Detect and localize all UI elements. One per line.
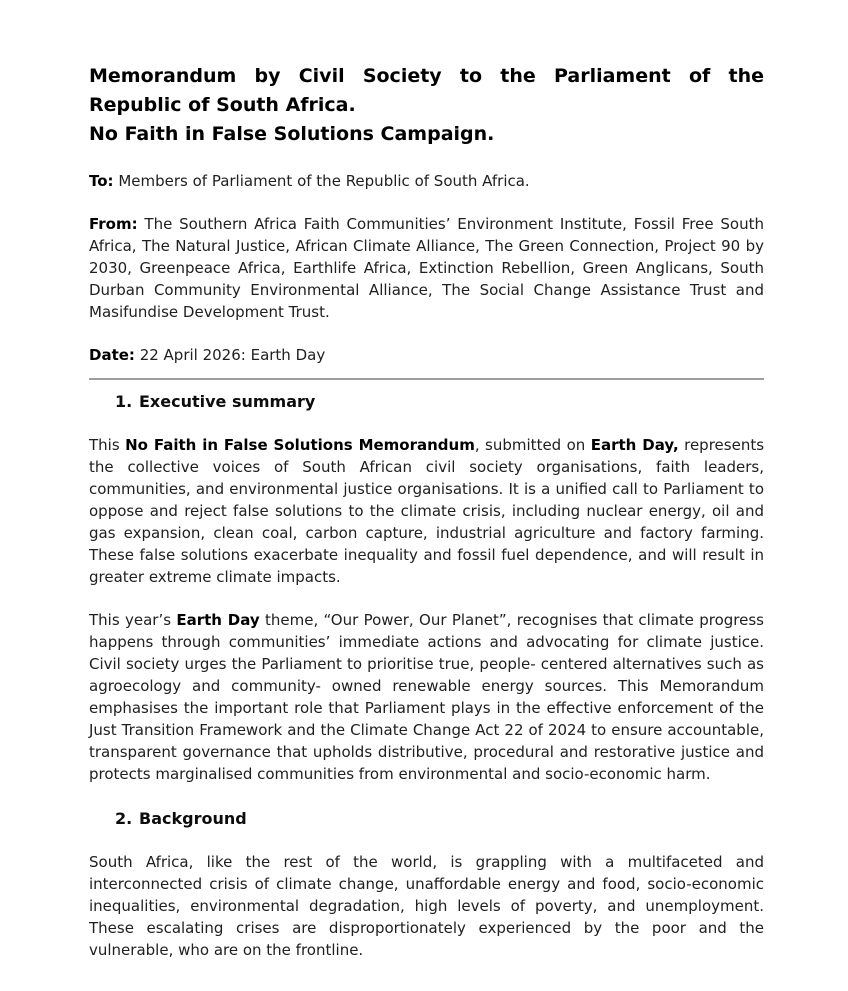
title-line-2: Republic of South Africa.	[89, 94, 356, 116]
section-number: 1.	[115, 392, 133, 411]
section-number: 2.	[115, 809, 133, 828]
paragraph-executive-summary-2: This year’s Earth Day theme, “Our Power, Our Planet”, recognises that climate progress happens through communities’ immediate actions and advocating for climate justice. Civil society urges the Parliament to prioritise true, people- centered alternatives such as agroecology and community- owned renewable energy sources. This Memorandum emphasises the important role that Parliament plays in the effective enforcement of the Just Transition Framework and the Climate Change Act 22 of 2024 to ensure accountable, transparent governance that upholds distributive, procedural and restorative justice and protects marginalised communities from environmental and socio-economic harm.	[89, 611, 764, 783]
section-heading-background	[89, 808, 764, 830]
section-divider	[89, 378, 764, 380]
section-heading-label: Executive summary	[139, 392, 316, 411]
section-heading-label: Background	[139, 809, 247, 828]
document-title	[89, 62, 764, 149]
to-line: To: Members of Parliament of the Republic of South Africa.	[89, 172, 530, 190]
section-heading-executive-summary	[89, 391, 764, 413]
from-line: From: The Southern Africa Faith Communities’ Environment Institute, Fossil Free South Africa, The Natural Justice, African Climate Alliance, The Green Connection, Project 90 by 2030, Greenpeace Africa, Earthlife Africa, Extinction Rebellion, Green Anglicans, South Durban Community Environmental Alliance, The Social Change Assistance Trust and Masifundise Development Trust.	[89, 215, 764, 321]
title-line-3: No Faith in False Solutions Campaign.	[89, 123, 495, 145]
paragraph-executive-summary-1: This No Faith in False Solutions Memorandum, submitted on Earth Day, represents the collective voices of South African civil society organisations, faith leaders, communities, and environmental justice organisations. It is a unified call to Parliament to oppose and reject false solutions to the climate crisis, including nuclear energy, oil and gas expansion, clean coal, carbon capture, industrial agriculture and factory farming. These false solutions exacerbate inequality and fossil fuel dependence, and will result in greater extreme climate impacts.	[89, 436, 765, 586]
paragraph-background-1: South Africa, like the rest of the world, is grappling with a multifaceted and interconnected crisis of climate change, unaffordable energy and food, socio-economic inequalities, environmental degradation, high levels of poverty, and unemployment. These escalating crises are disproportionately experienced by the poor and the vulnerable, who are on the frontline.	[89, 853, 764, 959]
date-line: Date: 22 April 2026: Earth Day	[89, 346, 326, 364]
title-line-1: Memorandum by Civil Society to the Parliament of the	[89, 65, 764, 87]
